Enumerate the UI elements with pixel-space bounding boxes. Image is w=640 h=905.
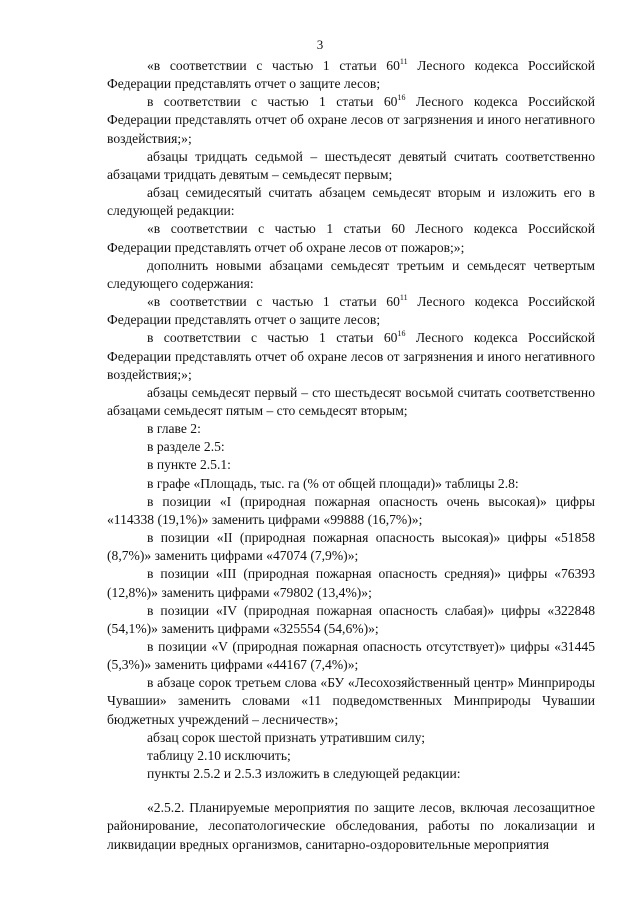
paragraph [107,602,595,638]
paragraph-text: в главе 2: [147,421,201,437]
paragraph [107,565,595,601]
paragraph-text: в разделе 2.5: [147,439,225,455]
paragraph-text: «2.5.2. Планируемые мероприятия по защите лесов, включая лесозащитное районирование, лесопатологические обследования, работы по локализации и ликвидации вредных организмов, санитарно-оздоровительные мероприятия [107,800,595,852]
paragraph-text: Лесного кодекса Российской Федерации представлять отчет о защите лесов; [107,58,596,92]
superscript: 16 [397,93,406,103]
paragraph-text: Лесного кодекса Российской Федерации представлять отчет об охране лесов от загрязнения и иного негативного воздействия;»; [107,330,596,382]
paragraph [107,220,595,256]
superscript: 11 [399,293,408,303]
paragraph-text: в позиции «III (природная пожарная опасность средняя)» цифры «76393 (12,8%)» заменить цифрами «79802 (13,4%)»; [107,566,595,600]
paragraph-text: в соответствии с частью 1 статьи 60 [147,330,398,346]
paragraph-text: «в соответствии с частью 1 статьи 60 [147,58,400,73]
paragraph-text: в пункте 2.5.1: [147,457,231,473]
paragraph [107,674,595,728]
paragraph [107,438,595,456]
paragraph [107,257,595,293]
paragraph-text: в позиции «I (природная пожарная опасность очень высокая)» цифры «114338 (19,1%)» заменить цифрами «99888 (16,7%)»; [107,493,595,527]
paragraph [107,329,595,383]
paragraph-text: «в соответствии с частью 1 статьи 60 Лесного кодекса Российской Федерации представлять отчет об охране лесов от пожаров;»; [107,221,595,255]
paragraph [107,420,595,438]
paragraph [107,765,595,783]
paragraph [107,638,595,674]
paragraph-text: дополнить новыми абзацами семьдесят третьим и семьдесят четвертым следующего содержания: [107,257,595,291]
page-number: 3 [316,37,324,52]
paragraph [107,475,595,493]
paragraph-text: в абзаце сорок третьем слова «БУ «Лесохозяйственный центр» Минприроды Чувашии» заменить словами «11 подведомственных Минприроды Чувашии бюджетных учреждений – лесничеств»; [107,675,595,727]
paragraph [107,384,595,420]
paragraph-text: «в соответствии с частью 1 статьи 60 [147,294,400,310]
paragraph-text: в позиции «II (природная пожарная опасность высокая)» цифры «51858 (8,7%)» заменить цифрами «47074 (7,9%)»; [107,530,595,564]
document-body [107,57,595,854]
paragraph [107,493,595,529]
paragraph-text: таблицу 2.10 исключить; [147,747,291,763]
paragraph [107,148,595,184]
paragraph-text: в позиции «V (природная пожарная опасность отсутствует)» цифры «31445 (5,3%)» заменить цифрами «44167 (7,4%)»; [107,639,595,673]
paragraph-text: в графе «Площадь, тыс. га (% от общей площади)» таблицы 2.8: [147,475,519,491]
paragraph [107,93,595,147]
paragraph [107,57,595,93]
paragraph [107,293,595,329]
paragraph [107,529,595,565]
paragraph-text: Лесного кодекса Российской Федерации представлять отчет о защите лесов; [107,294,596,328]
paragraph [107,799,595,853]
paragraph-text: Лесного кодекса Российской Федерации представлять отчет об охране лесов от загрязнения и иного негативного воздействия;»; [107,94,596,146]
paragraph [107,184,595,220]
paragraph-text: абзац сорок шестой признать утратившим силу; [147,729,426,745]
superscript: 16 [397,329,406,339]
paragraph [107,729,595,747]
paragraph-text: абзац семидесятый считать абзацем семьдесят вторым и изложить его в следующей редакции: [107,185,595,219]
paragraph-text: в соответствии с частью 1 статьи 60 [147,94,398,110]
paragraph [107,456,595,474]
paragraph-text: пункты 2.5.2 и 2.5.3 изложить в следующей редакции: [147,766,461,782]
superscript: 11 [399,57,408,66]
paragraph-text: абзацы семьдесят первый – сто шестьдесят восьмой считать соответственно абзацами семьдесят пятым – сто семьдесят вторым; [107,384,595,418]
paragraph-text: абзацы тридцать седьмой – шестьдесят девятый считать соответственно абзацами тридцать девятым – семьдесят первым; [107,148,595,182]
paragraph-text: в позиции «IV (природная пожарная опасность слабая)» цифры «322848 (54,1%)» заменить цифрами «325554 (54,6%)»; [107,602,595,636]
paragraph [107,747,595,765]
